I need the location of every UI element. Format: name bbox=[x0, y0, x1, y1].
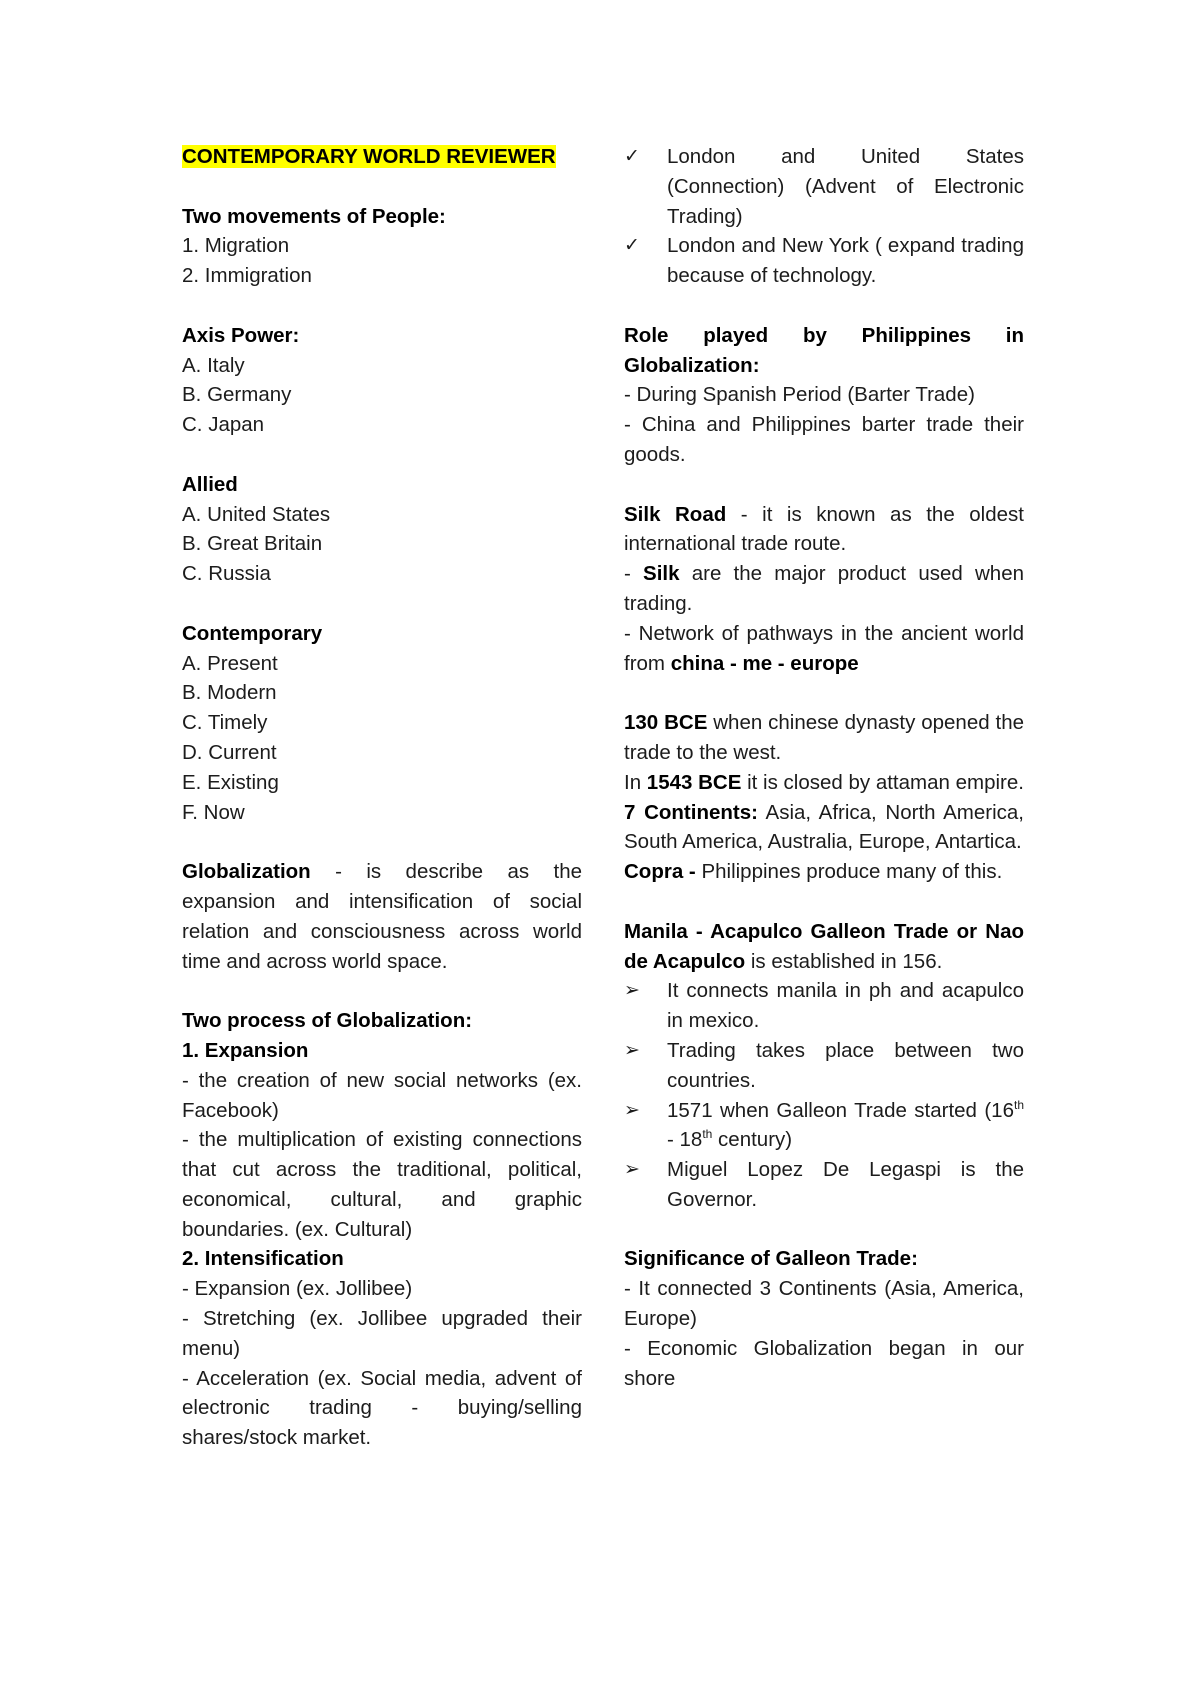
fact-1543-bce: In 1543 BCE it is closed by attaman empire. bbox=[624, 770, 1024, 794]
arrow-bullet-icon: ➢ bbox=[624, 1098, 640, 1121]
list-item: - Network of pathways in the ancient world from china - me - europe bbox=[624, 621, 1024, 675]
allied-heading: Allied bbox=[182, 472, 238, 496]
movements-section bbox=[182, 202, 582, 291]
axis-section bbox=[182, 321, 582, 440]
list-item: B. Great Britain bbox=[182, 532, 323, 556]
list-item: - Economic Globalization began in our shore bbox=[624, 1336, 1024, 1390]
list-item: - the creation of new social networks (ex. Facebook) bbox=[182, 1068, 582, 1122]
arrow-list-item: ➢ Miguel Lopez De Legaspi is the Governor. bbox=[624, 1155, 1024, 1215]
silk-road-section bbox=[624, 500, 1024, 679]
left-column bbox=[182, 142, 582, 1453]
galleon-heading-line: Manila - Acapulco Galleon Trade or Nao de Acapulco is established in 156. bbox=[624, 919, 1024, 973]
silk-road-term: Silk Road bbox=[624, 502, 727, 526]
significance-heading: Significance of Galleon Trade: bbox=[624, 1247, 918, 1271]
arrow-bullet-icon: ➢ bbox=[624, 979, 640, 1002]
process-heading: Two process of Globalization: bbox=[182, 1009, 473, 1033]
list-item: D. Current bbox=[182, 740, 277, 764]
contemporary-section bbox=[182, 619, 582, 828]
list-item: - It connected 3 Continents (Asia, America, Europe) bbox=[624, 1277, 1024, 1331]
fact-continents: 7 Continents: Asia, Africa, North America, South America, Australia, Europe, Antartica. bbox=[624, 800, 1024, 854]
arrow-list-item: ➢ 1571 when Galleon Trade started (16th - 18th century) bbox=[624, 1096, 1024, 1156]
intensification-heading: 2. Intensification bbox=[182, 1247, 344, 1271]
arrow-bullet-icon: ➢ bbox=[624, 1158, 640, 1181]
role-heading: Role played by Philippines in Globalization: bbox=[624, 323, 1024, 377]
fact-copra: Copra - Philippines produce many of this. bbox=[624, 860, 1003, 884]
silk-road-paragraph: Silk Road - it is known as the oldest international trade route. bbox=[624, 502, 1024, 556]
list-item: E. Existing bbox=[182, 770, 279, 794]
list-item: - Acceleration (ex. Social media, advent of electronic trading - buying/selling shares/stock market. bbox=[182, 1366, 582, 1450]
checklist-item: ✓ London and United States (Connection) (Advent of Electronic Trading) bbox=[624, 142, 1024, 231]
list-item: - China and Philippines barter trade their goods. bbox=[624, 413, 1024, 466]
fact-130-bce: 130 BCE when chinese dynasty opened the trade to the west. bbox=[624, 711, 1024, 764]
significance-section bbox=[624, 1244, 1024, 1393]
list-item: C. Japan bbox=[182, 413, 265, 437]
galleon-section bbox=[624, 917, 1024, 1215]
checkmark-icon: ✓ bbox=[624, 145, 640, 167]
process-section bbox=[182, 1006, 582, 1453]
list-item: C. Timely bbox=[182, 711, 268, 735]
globalization-term: Globalization bbox=[182, 860, 311, 884]
right-column bbox=[624, 142, 1024, 1393]
list-item: 1. Migration bbox=[182, 234, 290, 258]
checklist-section bbox=[624, 142, 1024, 291]
list-item: B. Germany bbox=[182, 383, 292, 407]
page-title: CONTEMPORARY WORLD REVIEWER bbox=[182, 145, 556, 168]
allied-section bbox=[182, 470, 582, 589]
list-item: - the multiplication of existing connections that cut across the traditional, political, economical, cultural, and graphic boundaries. (ex. Cultural) bbox=[182, 1128, 582, 1241]
checkmark-icon: ✓ bbox=[624, 234, 640, 257]
axis-heading: Axis Power: bbox=[182, 323, 300, 347]
list-item: - Expansion (ex. Jollibee) bbox=[182, 1277, 413, 1301]
arrow-bullet-icon: ➢ bbox=[624, 1038, 640, 1061]
checklist-item: ✓ London and New York ( expand trading because of technology. bbox=[624, 231, 1024, 291]
list-item: C. Russia bbox=[182, 562, 271, 586]
role-section bbox=[624, 321, 1024, 470]
arrow-list-item: ➢ Trading takes place between two countries. bbox=[624, 1036, 1024, 1096]
list-item: A. Italy bbox=[182, 353, 245, 377]
contemporary-heading: Contemporary bbox=[182, 621, 323, 645]
list-item: B. Modern bbox=[182, 681, 277, 705]
globalization-paragraph bbox=[182, 857, 582, 976]
facts-section bbox=[624, 708, 1024, 887]
list-item: F. Now bbox=[182, 800, 245, 824]
list-item: - Silk are the major product used when trading. bbox=[624, 562, 1024, 615]
globalization-definition: - is describe as the expansion and intensification of social relation and consciousness across world time and across world space. bbox=[182, 860, 582, 973]
movements-heading: Two movements of People: bbox=[182, 204, 446, 228]
list-item: A. Present bbox=[182, 651, 278, 675]
list-item: - During Spanish Period (Barter Trade) bbox=[624, 383, 975, 407]
list-item: - Stretching (ex. Jollibee upgraded their menu) bbox=[182, 1307, 582, 1360]
expansion-heading: 1. Expansion bbox=[182, 1038, 309, 1062]
globalization-section bbox=[182, 857, 582, 976]
list-item: 2. Immigration bbox=[182, 264, 312, 288]
list-item: A. United States bbox=[182, 502, 331, 526]
arrow-list-item: ➢ It connects manila in ph and acapulco in mexico. bbox=[624, 976, 1024, 1036]
galleon-heading: Manila - Acapulco Galleon Trade or Nao de Acapulco bbox=[624, 919, 1024, 973]
title-line bbox=[182, 142, 582, 172]
